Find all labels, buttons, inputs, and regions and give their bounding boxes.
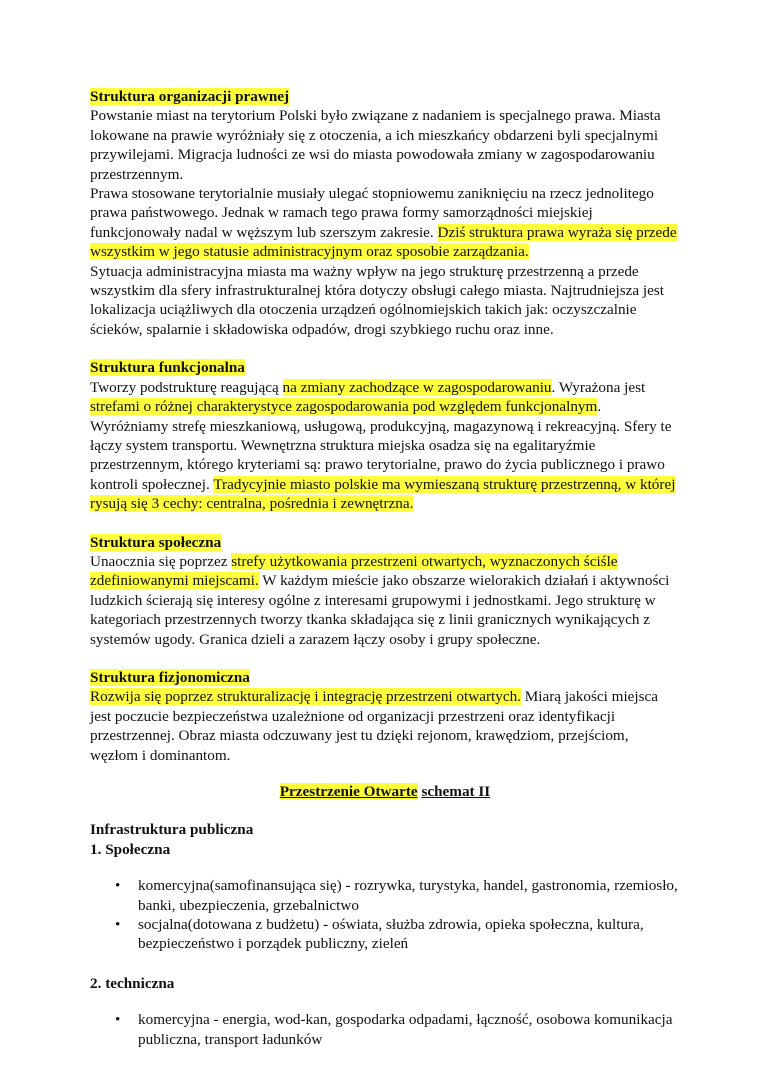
- bullet-icon: •: [115, 1011, 121, 1029]
- list-item: • komercyjna(samofinansująca się) - rozrywka, turystyka, handel, gastronomia, rzemiosło, banki, ubezpieczenia, grzebalnictwo: [115, 877, 678, 914]
- infra-subtitle-social: 1. Społeczna: [90, 840, 171, 858]
- bullet-icon: •: [115, 877, 121, 895]
- infra-title: Infrastruktura publiczna: [90, 821, 254, 839]
- highlight-legal: Dziś struktura prawa wyraża się przede wszystkim w jego statusie administracyjnym oraz sposobie zarządzania.: [90, 223, 677, 261]
- section-title-functional: Struktura funkcjonalna: [90, 359, 245, 377]
- functional-paragraph: Tworzy podstrukturę reagującą na zmiany zachodzące w zagospodarowaniu. Wyrażona jest strefami o różnej charakterystyce zagospodarowania pod względem funkcjonalnym. Wyróżniamy strefę mieszkaniową, usługową, produkcyjną, magazynową i rekreacyjną. Sfery te łączy system transportu. Wewnętrzna struktura miejska osadza się na egalitaryźmie przestrzennym, którego kryteriami są: prawo terytorialne, prawo do życia publicznego i prawo kontroli społecznej. Tradycyjnie miasto polskie ma wymieszaną strukturę przestrzenną, w której rysują się 3 cechy: centralna, pośrednia i zewnętrzna.: [90, 378, 676, 513]
- physiognomic-paragraph: Rozwija się poprzez strukturalizację i integrację przestrzeni otwartych. Miarą jakości miejsca jest poczucie bezpieczeństwa uzależnione od organizacji przestrzeni oraz identyfikacji przestrzennej. Obraz miasta odczuwany jest tu dzięki rejonom, krawędziom, przejściom, węzłom i dominantom.: [90, 688, 659, 764]
- legal-paragraph-2: Prawa stosowane terytorialnie musiały ulegać stopniowemu zaniknięciu na rzecz jednolitego prawa państwowego. Jednak w ramach tego prawa formy samorządności miejskiej funkcjonowały nadal w węższym lub szerszym zakresie. Dziś struktura prawa wyraża się przede wszystkim w jego statusie administracyjnym oraz sposobie zarządzania.: [90, 185, 677, 261]
- section-title-social: Struktura społeczna: [90, 533, 222, 551]
- list-item: • socjalna(dotowana z budżetu) - oświata, służba zdrowia, opieka społeczna, kultura, bezpieczeństwo i porządek publiczny, zieleń: [115, 916, 644, 953]
- legal-paragraph-3: Sytuacja administracyjna miasta ma ważny wpływ na jego strukturę przestrzenną a przede wszystkim dla sfery infrastrukturalnej która dotyczy obsługi całego miasta. Najtrudniejsza jest lokalizacja uciążliwych dla otoczenia urządzeń ogólnomiejskich takich jak: oczyszczalnie ścieków, spalarnie i składowiska odpadów, drogi szybkiego ruchu oraz inne.: [90, 262, 665, 338]
- technical-infra-list: [90, 1010, 680, 1049]
- schema-title: Przestrzenie Otwarte schemat II: [279, 783, 491, 800]
- bullet-icon: •: [115, 916, 121, 934]
- section-title-physiognomic: Struktura fizjonomiczna: [90, 668, 250, 686]
- infra-subtitle-technical: 2. techniczna: [90, 974, 175, 992]
- social-paragraph: Unaocznia się poprzez strefy użytkowania przestrzeni otwartych, wyznaczonych ściśle zdefiniowanymi miejscami. W każdym mieście jako obszarze wielorakich działań i aktywności ludzkich ścierają się interesy ogólne z interesami grupowymi i jednostkami. Jego strukturę w kategoriach przestrzennych tworzy tkanka składająca się z linii granicznych wynikających z systemów ugody. Granica dzieli a zarazem łączy osoby i grupy społeczne.: [90, 552, 670, 648]
- social-infra-list: [90, 876, 680, 954]
- section-title-legal: Struktura organizacji prawnej: [90, 88, 290, 105]
- document-body: [90, 87, 680, 1049]
- list-item: • komercyjna - energia, wod-kan, gospodarka odpadami, łączność, osobowa komunikacja publiczna, transport ładunków: [115, 1011, 673, 1048]
- legal-paragraph-1: Powstanie miast na terytorium Polski było związane z nadaniem is specjalnego prawa. Miasta lokowane na prawie wyróżniały się z otoczenia, a ich mieszkańcy obdarzeni byli specjalnymi przywilejami. Migracja ludności ze wsi do miasta powodowała zmiany w zagospodarowaniu przestrzennym.: [90, 107, 661, 183]
